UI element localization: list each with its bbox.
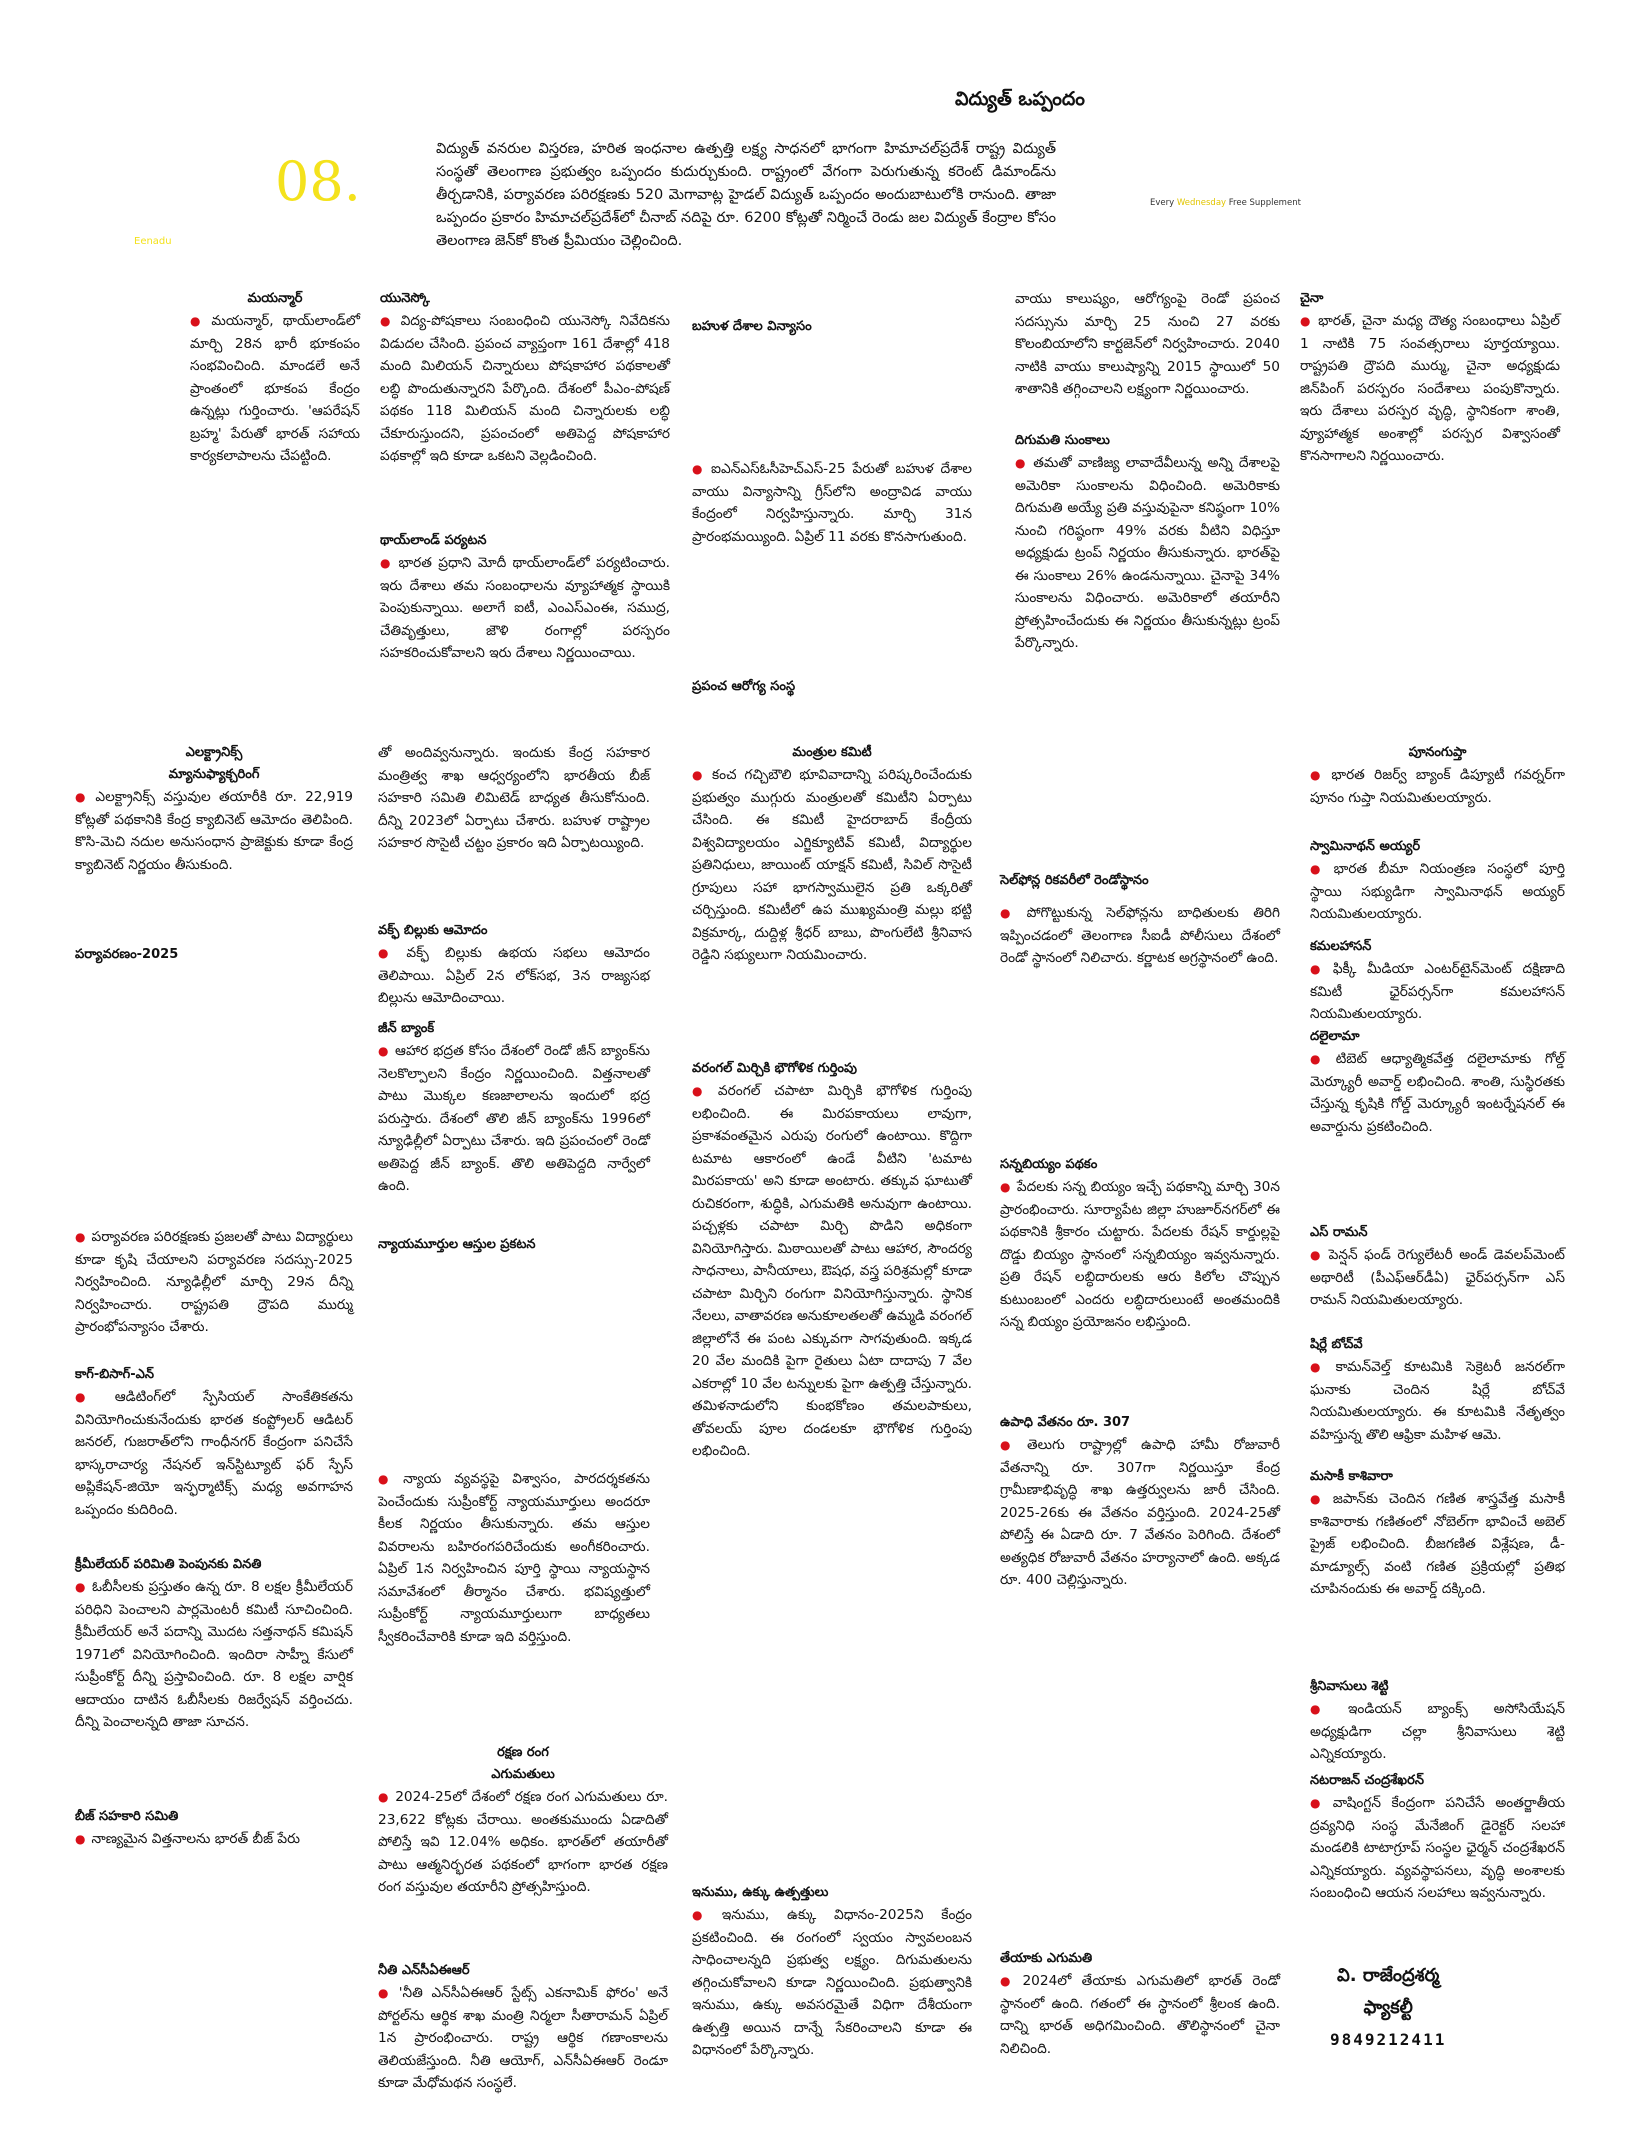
section-text: ● జపాన్‌కు చెందిన గణిత శాస్త్రవేత్త మసాకీ కాశివారాకు గణితంలో నోబెల్‌గా భావించే అబెల్ ప్రైజ్ లభించింది. బీజగణిత విశ్లేషణ, డీ-మాడ్యూల్స్ వంటి గణిత ప్రక్రియల్లో ప్రతిభ చూపినందుకు ఈ అవార్డ్ దక్కింది.: [1310, 1488, 1565, 1601]
section-title-line1: ఎలక్ట్రానిక్స్: [185, 745, 243, 760]
section-title: జీన్ బ్యాంక్: [378, 1021, 435, 1036]
section-title: నీతి ఎన్‌సీఏఈఆర్: [378, 1963, 470, 1978]
section-who-text: [1015, 288, 1280, 423]
section-title: దలైలామా: [1310, 1029, 1360, 1044]
section-title: పూనంగుప్తా: [1408, 745, 1467, 760]
section-title: యునెస్కో: [380, 291, 430, 306]
section-waqf: [378, 920, 650, 1020]
section-srinivasulu: [1310, 1676, 1565, 1766]
section-text: ● వరంగల్ చపాటా మిర్చికి భౌగోళిక గుర్తింపు లభించింది. ఈ మిరపకాయలు లావుగా, ప్రకాశవంతమైన ఎరుపు రంగులో ఉంటాయి. కొద్దిగా టమాట ఆకారంలో ఉండే వీటిని 'టమాట మిరపకాయ' అని కూడా అంటారు. తక్కువ ఘాటుతో రుచికరంగా, శుద్ధికి, ఎగుమతికి అనువుగా ఉంటాయి. పచ్చళ్లకు చపాటా మిర్చి పొడిని అధికంగా వినియోగిస్తారు. మిఠాయిలతో పాటు ఆహార, సౌందర్య సాధనాలు, పానీయాలు, ఔషధ, వస్త్ర పరిశ్రమల్లో కూడా చపాటా మిర్చిని రంగుగా వినియోగిస్తున్నారు. స్థానిక నేలలు, వాతావరణ అనుకూలతలతో ఉమ్మడి వరంగల్ జిల్లాలోనే ఈ పంట ఎక్కువగా సాగవుతుంది. ఇక్కడ 20 వేల మందికి పైగా రైతులు ఏటా దాదాపు 7 వేల ఎకరాల్లో 10 వేల టన్నులకు పైగా ఉత్పత్తి చేస్తున్నారు. తమిళనాడులోని కుంభకోణం తమలపాకులు, తోవలయ్ పూల దండలకూ భౌగోళిక గుర్తింపు లభించింది.: [692, 1080, 972, 1463]
section-title: షిర్లే బోచ్‌వే: [1310, 1337, 1363, 1352]
section-shirley: [1310, 1334, 1565, 1464]
section-text: ● ఎలక్ట్రానిక్స్ వస్తువుల తయారీకి రూ. 22,919 కోట్లతో పథకానికి కేంద్ర క్యాబినెట్ ఆమోదం తెలిపింది. కొసి-మెచి నదుల అనుసంధాన ప్రాజెక్టుకు కూడా కేంద్ర క్యాబినెట్ నిర్ణయం తీసుకుంది.: [75, 786, 353, 876]
section-text: ● ఫిక్కీ మీడియా ఎంటర్‌టైన్‌మెంట్ దక్షిణాది కమిటీ ఛైర్‌పర్సన్‌గా కమలహాసన్ నియమితులయ్యారు.: [1310, 958, 1565, 1026]
section-text: ● పేదలకు సన్న బియ్యం ఇచ్చే పథకాన్ని మార్చి 30న ప్రారంభించారు. సూర్యాపేట జిల్లా హుజూర్‌నగర్‌లో ఈ పథకానికి శ్రీకారం చుట్టారు. పేదలకు రేషన్ కార్డుల్లపై దొడ్డు బియ్యం స్థానంలో సన్నబియ్యం ఇవ్వనున్నారు. ప్రతి రేషన్ లబ్ధిదారులకు ఆరు కిలోల చొప్పున కుటుంబంలో ఎందరు లబ్ధిదారులుంటే అంతమందికి సన్న బియ్యం ప్రయోజనం లభిస్తుంది.: [1000, 1176, 1280, 1334]
section-text: ● పెన్షన్ ఫండ్ రెగ్యులేటరీ అండ్ డెవలప్‌మెంట్ అథారిటీ (పీఎఫ్ఆర్‌డీఏ) ఛైర్‌పర్సన్‌గా ఎస్ రామన్ నియమితులయ్యారు.: [1310, 1244, 1565, 1312]
section-text: ● ఇండియన్ బ్యాంక్స్ అసోసియేషన్ అధ్యక్షుడిగా చల్లా శ్రీనివాసులు శెట్టి ఎన్నికయ్యారు.: [1310, 1698, 1565, 1766]
section-unesco: [380, 288, 670, 528]
section-poonam: [1310, 742, 1565, 837]
section-text: ● టిబెట్ ఆధ్యాత్మికవేత్త దలైలామాకు గోల్డ్ మెర్క్యూరీ అవార్డ్ లభించింది. శాంతి, సుస్థిరతకు చేస్తున్న కృషికి గోల్డ్ మెర్క్యూరీ ఇంటర్నేషనల్ ఈ అవార్డును ప్రకటించింది.: [1310, 1048, 1565, 1138]
section-kashiwara: [1310, 1466, 1565, 1661]
section-title: ఇనుము, ఉక్కు ఉత్పత్తులు: [692, 1885, 829, 1900]
section-text: ● ఐఎన్ఎస్ఓసీహెచ్ఎస్-25 పేరుతో బహుళ దేశాల వాయు విన్యాసాన్ని గ్రీస్‌లోని అంద్రావిడ వాయు కేంద్రంలో నిర్వహిస్తున్నారు. మార్చి 31న ప్రారంభమయ్యింది. ఏప్రిల్ 11 వరకు కొనసాగుతుంది.: [692, 458, 972, 548]
section-iron-steel: [692, 1882, 972, 2082]
section-title: రక్షణ రంగ: [497, 1745, 549, 1760]
section-title: వరంగల్ మిర్చికి భౌగోళిక గుర్తింపు: [692, 1061, 857, 1076]
signature-phone: 9849212411: [1330, 2030, 1447, 2049]
section-sraman: [1310, 1222, 1565, 1332]
section-text: ● నాణ్యమైన విత్తనాలను భారత్ బీజ్ పేరు: [75, 1828, 353, 1851]
section-text: ● ఓబీసీలకు ప్రస్తుతం ఉన్న రూ. 8 లక్షల క్రీమీలేయర్ పరిధిని పెంచాలని పార్లమెంటరీ కమిటీ సూచించింది. క్రీమీలేయర్ అనే పదాన్ని మొదట సత్తనాథన్ కమిషన్ 1971లో వినియోగించింది. ఇందిరా సాహ్నీ కేసులో సుప్రీంకోర్ట్ దీన్ని ప్రస్తావించింది. రూ. 8 లక్షల వార్షిక ఆదాయం దాటిన ఓబీసీలకు రిజర్వేషన్ వర్తించదు. దీన్ని పెంచాలన్నది తాజా సూచన.: [75, 1576, 353, 1734]
section-fine-rice: [1000, 1154, 1280, 1412]
lead-title: విద్యుత్ ఒప్పందం: [955, 88, 1085, 110]
signature-name: వి. రాజేంద్రశర్మ: [1336, 1965, 1440, 1986]
section-text: ● ఇనుము, ఉక్కు విధానం-2025ని కేంద్రం ప్రకటించింది. ఈ రంగంలో స్వయం స్వావలంబన సాధించాలన్నది ప్రభుత్వ లక్ష్యం. దిగుమతులను తగ్గించుకోవాలని కూడా నిర్ణయించింది. ప్రభుత్వానికి ఇనుము, ఉక్కు అవసరమైతే విధిగా దేశీయంగా ఉత్పత్తి అయిన దాన్నే సేకరించాలని కూడా ఈ విధానంలో పేర్కొన్నారు.: [692, 1904, 972, 2062]
section-text: ● 'నీతి ఎన్‌సీఏఈఆర్ స్టేట్స్ ఎకనామిక్ ఫోరం' అనే పోర్టల్‌ను ఆర్థిక శాఖ మంత్రి నిర్మలా సీతారామన్ ఏప్రిల్ 1న ప్రారంభించారు. రాష్ట్ర ఆర్థిక గణాంకాలను తెలియజేస్తుంది. నీతి ఆయోగ్, ఎన్‌సీఏఈఆర్ రెండూ కూడా మేధోమథన సంస్థలే.: [378, 1982, 668, 2095]
section-title: న్యాయమూర్తుల ఆస్తుల ప్రకటన: [378, 1237, 536, 1252]
section-title: శ్రీనివాసులు శెట్టి: [1310, 1679, 1389, 1694]
section-text: ● భారత రిజర్వ్ బ్యాంక్ డిప్యూటీ గవర్నర్‌గా పూనం గుప్తా నియమితులయ్యారు.: [1310, 764, 1565, 809]
section-seed-bank-intro: [378, 742, 650, 922]
section-text: ● పర్యావరణ పరిరక్షణకు ప్రజలతో పాటు విద్యార్థులు కూడా కృషి చేయాలని పర్యావరణ సదస్సు-2025 నిర్వహించింది. న్యూఢిల్లీలో మార్చి 29న దీన్ని నిర్వహించారు. రాష్ట్రపతి ద్రౌపది ముర్ము ప్రారంభోపన్యాసం చేశారు.: [75, 1226, 353, 1339]
section-china: [1300, 288, 1560, 518]
section-text: వాయు కాలుష్యం, ఆరోగ్యంపై రెండో ప్రపంచ సదస్సును మార్చి 25 నుంచి 27 వరకు కొలంబియాలోని కార్టజెన్‌లో నిర్వహించారు. 2040 నాటికి వాయు కాలుష్యాన్ని 2015 స్థాయిలో 50 శాతానికి తగ్గించాలని లక్ష్యంగా నిర్ణయించారు.: [1015, 291, 1280, 397]
section-text: ● వక్ఫ్ బిల్లుకు ఉభయ సభలు ఆమోదం తెలిపాయి. ఏప్రిల్ 2న లోక్‌సభ, 3న రాజ్యసభ బిల్లును ఆమోదించాయి.: [378, 942, 650, 1010]
section-text: ● భారత ప్రధాని మోదీ థాయ్‌లాండ్‌లో పర్యటించారు. ఇరు దేశాలు తమ సంబంధాలను వ్యూహాత్మక స్థాయికి పెంపుకున్నాయి. అలాగే ఐటీ, ఎంఎస్ఎంఈ, సముద్ర, చేతివృత్తులు, జౌళి రంగాల్లో పరస్పరం సహకరించుకోవాలని ఇరు దేశాలు నిర్ణయించాయి.: [380, 552, 670, 665]
signature-block: [1330, 1960, 1446, 2056]
section-text: ● తమతో వాణిజ్య లావాదేవీలున్న అన్ని దేశాలపై అమెరికా సుంకాలను విధించింది. అమెరికాకు దిగుమతి అయ్యే ప్రతి వస్తువుపైనా కనిష్ఠంగా 10% నుంచి గరిష్ఠంగా 49% వరకు వీటిని విధిస్తూ అధ్యక్షుడు ట్రంప్ నిర్ణయం తీసుకున్నారు. భారత్‌పై ఈ సుంకాలు 26% ఉండనున్నాయి. చైనాపై 34% సుంకాలను విధించారు. అమెరికాలో తయారీని ప్రోత్సహించేందుకు ఈ నిర్ణయం తీసుకున్నట్లు ట్రంప్ పేర్కొన్నారు.: [1015, 452, 1280, 655]
section-gene-bank: [378, 1018, 650, 1233]
supplement-tag: [1150, 198, 1301, 208]
section-text: ● న్యాయ వ్యవస్థపై విశ్వాసం, పారదర్శకతను పెంచేందుకు సుప్రీంకోర్ట్ న్యాయమూర్తులు అందరూ కీలక నిర్ణయం తీసుకున్నారు. తమ ఆస్తుల వివరాలను బహిరంగపరిచేందుకు అంగీకరించారు. ఏప్రిల్ 1న నిర్వహించిన పూర్తి స్థాయి న్యాయస్థాన సమావేశంలో తీర్మానం చేశారు. భవిష్యత్తులో సుప్రీంకోర్ట్ న్యాయమూర్తులుగా బాధ్యతలు స్వీకరించేవారికి కూడా ఇది వర్తిస్తుంది.: [378, 1468, 650, 1648]
supplement-prefix: Every: [1150, 198, 1175, 208]
signature-role: ఫ్యాకల్టీ: [1363, 1997, 1413, 2018]
section-text: ● 2024-25లో దేశంలో రక్షణ రంగ ఎగుమతులు రూ. 23,622 కోట్లకు చేరాయి. అంతకుముందు ఏడాదితో పోలిస్తే ఇవి 12.04% అధికం. భారత్‌లో తయారీతో పాటు ఆత్మనిర్భరత పథకంలో భాగంగా భారత రక్షణ రంగ వస్తువుల తయారీని ప్రోత్సహిస్తుంది.: [378, 1786, 668, 1899]
section-tariffs: [1015, 430, 1280, 715]
section-title: కమలహాసన్: [1310, 939, 1372, 954]
section-text: తో అందివ్వనున్నారు. ఇందుకు కేంద్ర సహకార మంత్రిత్వ శాఖ ఆధ్వర్యంలోని భారతీయ బీజ్ సహకారి సమితి లిమిటెడ్ బాధ్యత తీసుకోనుంది. దీన్ని 2023లో ఏర్పాటు చేశారు. బహుళ రాష్ట్రాల సహకార సొసైటీ చట్టం ప్రకారం ఇది ఏర్పాటయ్యింది.: [378, 745, 650, 851]
lead-text: విద్యుత్ వనరుల విస్తరణ, హరిత ఇంధనాల ఉత్పత్తి లక్ష్య సాధనలో భాగంగా హిమాచల్‌ప్రదేశ్ రాష్ట్ర విద్యుత్ సంస్థతో తెలంగాణ ప్రభుత్వం ఒప్పందం కుదుర్చుకుంది. రాష్ట్రంలో వేగంగా పెరుగుతున్న కరెంట్ డిమాండ్‌ను తీర్చడానికి, పర్యావరణ పరిరక్షణకు 520 మెగావాట్ల హైడల్ విద్యుత్ ఒప్పందం అందుబాటులోకి రానుంది. తాజా ఒప్పందం ప్రకారం హిమాచల్‌ప్రదేశ్‌లో చీనాబ్ నదిపై రూ. 6200 కోట్లతో నిర్మించే రెండు జల విద్యుత్ కేంద్రాల కోసం తెలంగాణ జెన్‌కో కొంత ప్రీమియం చెల్లించింది.: [436, 141, 1056, 249]
section-tea: [1000, 1948, 1280, 2078]
section-title: మయన్మార్: [247, 291, 303, 306]
section-judges-title: [378, 1234, 650, 1264]
section-title: థాయ్‌లాండ్ పర్యటన: [380, 533, 487, 548]
section-title: ఎస్ రామన్: [1310, 1225, 1368, 1240]
section-text: ● కామన్‌వెల్త్ కూటమికి సెక్రెటరీ జనరల్‌గా ఘనాకు చెందిన షిర్లే బోచ్‌వే నియమితులయ్యారు. ఈ కూటమికి నేతృత్వం వహిస్తున్న తొలి ఆఫ్రికా మహిళ ఆమె.: [1310, 1356, 1565, 1446]
section-title: ప్రపంచ ఆరోగ్య సంస్థ: [692, 679, 796, 694]
section-ministers: [692, 742, 972, 1057]
small-label: Eenadu: [134, 236, 172, 247]
section-creamy: [75, 1554, 353, 1804]
section-judges: [378, 1468, 650, 1708]
section-title-line2: మ్యానుఫ్యాక్చరింగ్: [168, 767, 260, 782]
supplement-day: Wednesday: [1176, 198, 1227, 208]
section-title: బీజ్ సహకారి సమితి: [75, 1809, 179, 1824]
section-title: మంత్రుల కమిటీ: [792, 745, 872, 760]
section-text: ● విద్య-పోషకాలు సంబంధించి యునెస్కో నివేదికను విడుదల చేసింది. ప్రపంచ వ్యాప్తంగా 161 దేశాల్లో 418 మంది మిలియన్ చిన్నారులు పోషకాహార పథకాలతో లబ్ధి పొందుతున్నారని పేర్కొంది. దేశంలో పీఎం-పోషణ్ పథకం 118 మిలియన్ మంది చిన్నారులకు లబ్ధి చేకూరుస్తుందని, ప్రపంచంలో అతిపెద్ద పోషకాహార పథకాల్లో ఇది కూడా ఒకటని వెల్లడించింది.: [380, 310, 670, 468]
section-chandrasekaran: [1310, 1770, 1565, 1950]
section-title: దిగుమతి సుంకాలు: [1015, 433, 1110, 448]
section-seed-coop: [75, 1806, 353, 1866]
section-text: ● వాషింగ్టన్ కేంద్రంగా పనిచేసే అంతర్జాతీయ ద్రవ్యనిధి సంస్థ మేనేజింగ్ డైరెక్టర్ సలహా మండలికి టాటాగ్రూప్ సంస్థల ఛైర్మన్ చంద్రశేఖరన్ ఎన్నికయ్యారు. వ్యవస్థాపనలు, వృద్ధి అంశాలకు సంబంధించి ఆయన సలహాలు ఇవ్వనున్నారు.: [1310, 1792, 1565, 1905]
section-wages: [1000, 1412, 1280, 1627]
section-text: ● ఆహార భద్రత కోసం దేశంలో రెండో జీన్ బ్యాంక్‌ను నెలకొల్పాలని కేంద్రం నిర్ణయించింది. విత్తనాలతో పాటు మొక్కల కణజాలాలను ఇందులో భద్ర పరుస్తారు. దేశంలో తొలి జీన్ బ్యాంక్‌ను 1996లో న్యూఢిల్లీలో ఏర్పాటు చేశారు. ఇది ప్రపంచంలో రెండో అతిపెద్ద జీన్ బ్యాంక్. తొలి అతిపెద్దది నార్వేలో ఉంది.: [378, 1040, 650, 1198]
section-text: ● భారత్, చైనా మధ్య దౌత్య సంబంధాలు ఏప్రిల్ 1 నాటికి 75 సంవత్సరాలు పూర్తయ్యాయి. రాష్ట్రపతి ద్రౌపది ముర్ము, చైనా అధ్యక్షుడు జిన్‌పింగ్ పరస్పరం సందేశాలు పంపుకొన్నారు. ఇరు దేశాలు పరస్పర వృద్ధి, స్థానికంగా శాంతి, వ్యూహాత్మక అంశాల్లో పరస్పర విశ్వాసంతో కొనసాగాలని నిర్ణయించారు.: [1300, 310, 1560, 468]
section-title: స్వామినాథన్ అయ్యర్: [1310, 839, 1421, 854]
section-swaminathan: [1310, 836, 1565, 936]
section-subtitle: ఎగుమతులు: [491, 1767, 555, 1782]
section-text: ● 2024లో తేయాకు ఎగుమతిలో భారత్ రెండో స్థానంలో ఉంది. గతంలో ఈ స్థానంలో శ్రీలంక ఉంది. దాన్ని భారత్ అధిగమించింది. తొలిస్థానంలో చైనా నిలిచింది.: [1000, 1970, 1280, 2060]
section-title: తేయాకు ఎగుమతి: [1000, 1951, 1093, 1966]
section-text: ● ఆడిటింగ్‌లో స్పేసియల్ సాంకేతికతను వినియోగించుకునేందుకు భారత కంప్ట్రోలర్ ఆడిటర్ జనరల్, గుజరాత్‌లోని గాంధీనగర్ కేంద్రంగా పనిచేసే భాస్కరాచార్య నేషనల్ ఇన్‌స్టిట్యూట్ ఫర్ స్పేస్ అప్లికేషన్-జియో ఇన్ఫర్మాటిక్స్ మధ్య అవగాహన ఒప్పందం కుదిరింది.: [75, 1386, 353, 1521]
page-number: 08.: [275, 150, 361, 213]
section-myanmar: [190, 288, 360, 488]
section-title: సెల్‌ఫోన్ల రికవరీలో రెండోస్థానం: [1000, 873, 1149, 888]
section-text: ● కంచ గచ్చిబౌలి భూవివాదాన్ని పరిష్కరించేందుకు ప్రభుత్వం ముగ్గురు మంత్రులతో కమిటీని ఏర్పాటు చేసింది. ఈ కమిటీ హైదరాబాద్ కేంద్రీయ విశ్వవిద్యాలయం ఎగ్జిక్యూటివ్ కమిటీ, విద్యార్థుల ప్రతినిధులు, జాయింట్ యాక్షన్ కమిటీ, సివిల్ సొసైటీ గ్రూపులు సహా భాగస్వాములైన ప్రతి ఒక్కరితో చర్చిస్తుంది. కమిటీలో ఉప ముఖ్యమంత్రి మల్లు భట్టి విక్రమార్క, దుద్దిళ్ల శ్రీధర్ బాబు, పొంగులేటి శ్రీనివాస రెడ్డిని సభ్యులుగా నియమించారు.: [692, 764, 972, 967]
section-thailand: [380, 530, 670, 710]
section-text: ● తెలుగు రాష్ట్రాల్లో ఉపాధి హామీ రోజువారీ వేతనాన్ని రూ. 307గా నిర్ణయిస్తూ కేంద్ర గ్రామీణాభివృద్ధి శాఖ ఉత్తర్వులను జారీ చేసింది. 2025-26కు ఈ వేతనం వర్తిస్తుంది. 2024-25తో పోలిస్తే ఈ ఏడాది రూ. 7 వేతనం పెరిగింది. దేశంలో అత్యధిక రోజువారీ వేతనం హర్యానాలో ఉంది. అక్కడ రూ. 400 చెల్లిస్తున్నారు.: [1000, 1434, 1280, 1592]
section-text: ● భారత బీమా నియంత్రణ సంస్థలో పూర్తి స్థాయి సభ్యుడిగా స్వామినాథన్ అయ్యర్ నియమితులయ్యారు.: [1310, 858, 1565, 926]
section-niti: [378, 1960, 668, 2091]
section-title: కాగ్-బిసాగ్-ఎన్: [75, 1367, 155, 1382]
section-title: చైనా: [1300, 291, 1324, 306]
section-dalai: [1310, 1026, 1565, 1221]
section-cag: [75, 1364, 353, 1554]
supplement-suffix: Free Supplement: [1228, 198, 1301, 208]
section-title: సన్నబియ్యం పథకం: [1000, 1157, 1098, 1172]
section-environment: [75, 944, 353, 1364]
section-title: పర్యావరణం-2025: [75, 947, 179, 962]
section-title: మసాకీ కాశివారా: [1310, 1469, 1393, 1484]
section-who: [692, 676, 972, 716]
section-defence: [378, 1742, 668, 1957]
section-title: ఉపాధి వేతనం రూ. 307: [1000, 1415, 1131, 1430]
section-warangal: [692, 1058, 972, 1468]
section-electronics: [75, 742, 353, 942]
section-title: వక్ఫ్ బిల్లుకు ఆమోదం: [378, 923, 488, 938]
section-title: బహుళ దేశాల విన్యాసం: [692, 319, 812, 334]
section-text: ● పోగొట్టుకున్న సెల్‌ఫోన్లను బాధితులకు తిరిగి ఇప్పించడంలో తెలంగాణ సీఐడీ పోలీసులు దేశంలో రెండో స్థానంలో నిలిచారు. కర్ణాటక అగ్రస్థానంలో ఉంది.: [1000, 902, 1280, 970]
section-cellphone: [1000, 870, 1280, 1040]
section-kamal: [1310, 936, 1565, 1026]
section-title: క్రీమీలేయర్ పరిమితి పెంపునకు వినతి: [75, 1557, 262, 1572]
section-title: నటరాజన్ చంద్రశేఖరన్: [1310, 1773, 1424, 1788]
section-text: ● మయన్మార్, థాయ్‌లాండ్‌లో మార్చి 28న భారీ భూకంపం సంభవించింది. మాండలే అనే ప్రాంతంలో భూకంప కేంద్రం ఉన్నట్లు గుర్తించారు. 'ఆపరేషన్ బ్రహ్మ' పేరుతో భారత్ సహాయ కార్యకలాపాలను చేపట్టింది.: [190, 310, 360, 468]
section-multilateral: [692, 288, 972, 668]
